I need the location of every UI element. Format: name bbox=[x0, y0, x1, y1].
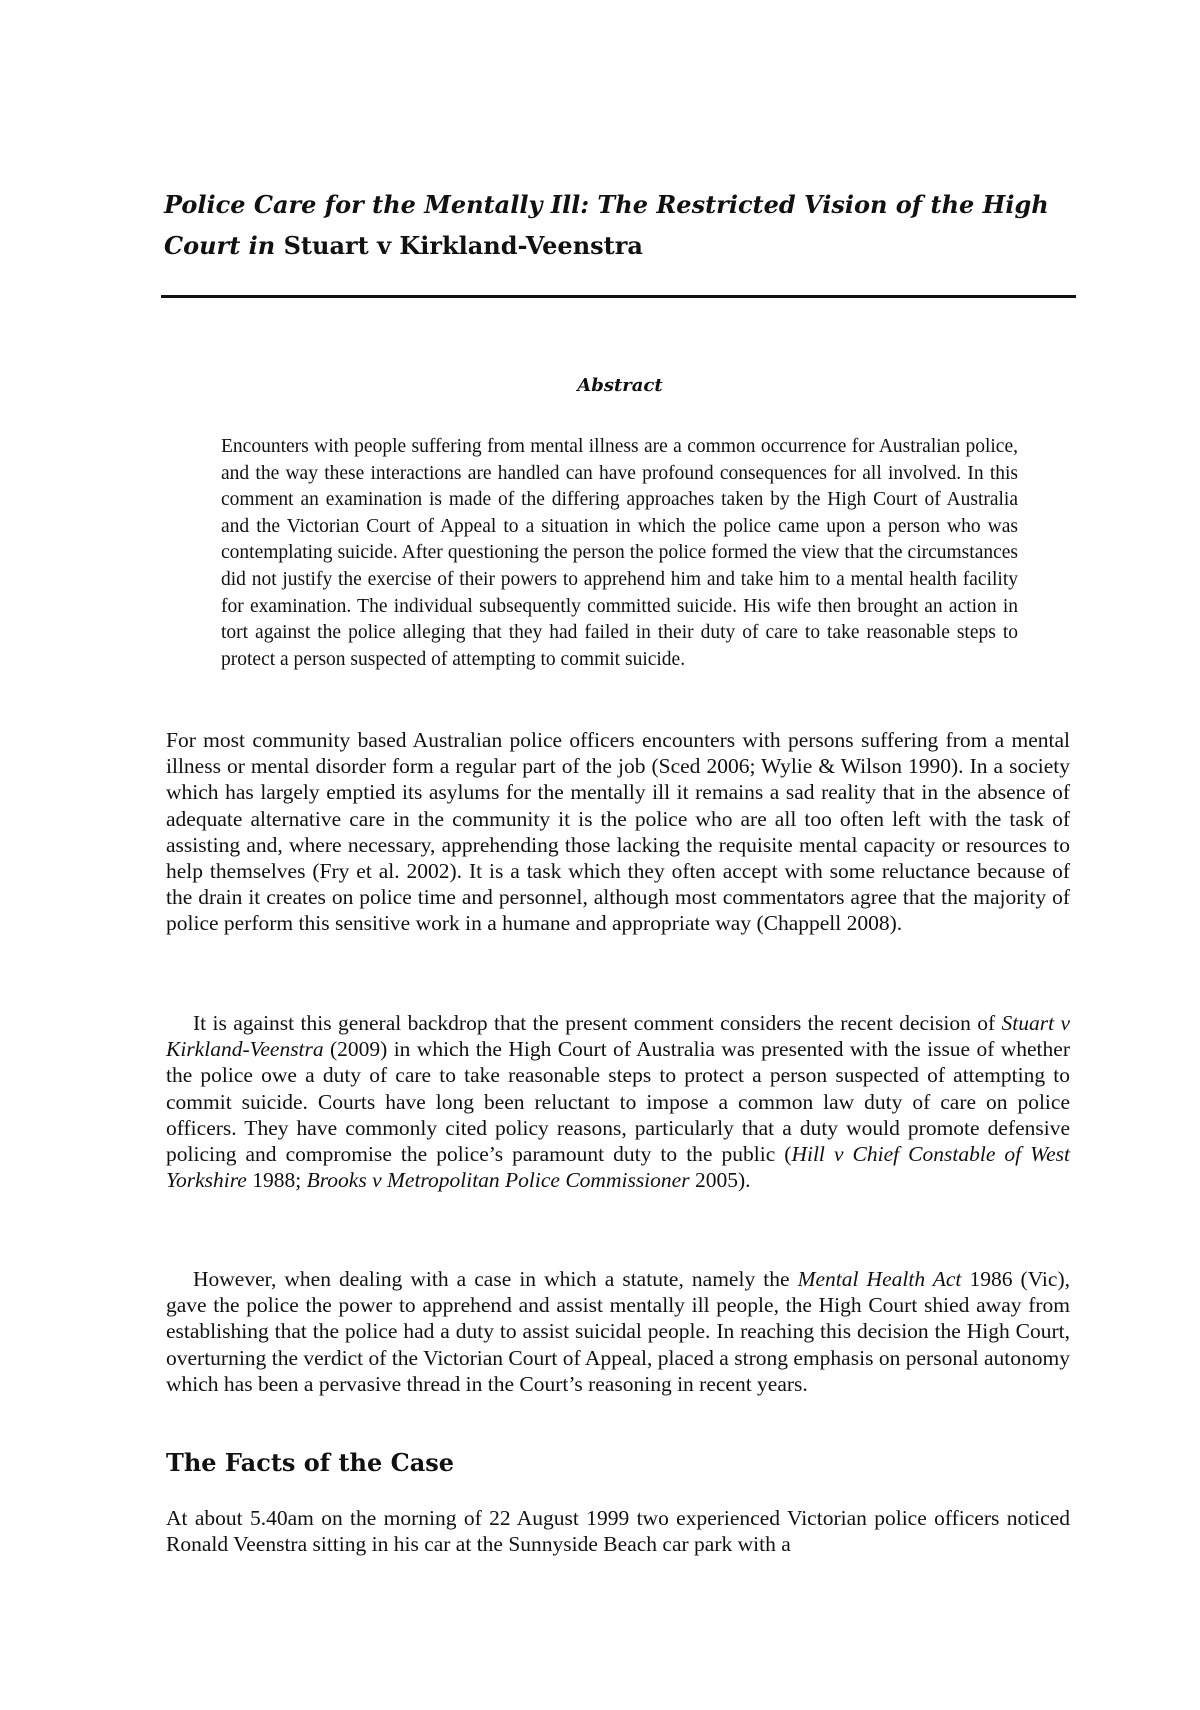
abstract-heading: Abstract bbox=[577, 375, 663, 396]
paragraph-3 bbox=[166, 1266, 1070, 1397]
paragraph-2 bbox=[166, 1010, 1070, 1193]
case-citation-hill: Hill v Chief Constable of West Yorkshire bbox=[166, 1142, 1070, 1193]
paragraph-4: At about 5.40am on the morning of 22 August 1999 two experienced Victorian police officers noticed Ronald Veenstra sitting in his car at the Sunnyside Beach car park with a bbox=[166, 1506, 1070, 1557]
paper-title bbox=[164, 184, 1084, 266]
section-heading: The Facts of the Case bbox=[166, 1448, 455, 1477]
case-citation-brooks: Brooks v Metropolitan Police Commissioner bbox=[306, 1168, 690, 1193]
paragraph-2-text-c: 1988; bbox=[246, 1168, 307, 1193]
paragraph-2-text-d: 2005). bbox=[689, 1168, 751, 1193]
case-citation-stuart: Stuart v Kirkland-Veenstra bbox=[166, 1011, 1071, 1062]
paragraph-2-text-a: It is against this general backdrop that the present comment considers the recent decision of bbox=[193, 1011, 1002, 1035]
paragraph-1: For most community based Australian police officers encounters with persons suffering from a mental illness or mental disorder form a regular part of the job (Sced 2006; Wylie & Wilson 1990). In a society which has largely emptied its asylums for the mentally ill it remains a sad reality that in the absence of adequate alternative care in the community it is the police who are all too often left with the task of assisting and, where necessary, apprehending those lacking the requisite mental capacity or resources to help themselves (Fry et al. 2002). It is a task which they often accept with some reluctance because of the drain it creates on police time and personnel, although most commentators agree that the majority of police perform this sensitive work in a humane and appropriate way (Chappell 2008). bbox=[166, 728, 1070, 936]
title-case-name: Stuart v Kirkland-Veenstra bbox=[275, 231, 643, 260]
statute-citation: Mental Health Act bbox=[797, 1267, 962, 1291]
paragraph-2-text-b: (2009) in which the High Court of Australia was presented with the issue of whether the police owe a duty of care to take reasonable steps to protect a person suspected of attempting to commit suicide. Courts have long been reluctant to impose a common law duty of care on police officers. They have commonly cited policy reasons, particularly that a duty would promote defensive policing and compromise the police’s paramount duty to the public ( bbox=[166, 1037, 1070, 1167]
title-divider bbox=[161, 295, 1076, 298]
paragraph-3-text-b: 1986 (Vic), gave the police the power to apprehend and assist mentally ill people, the High Court shied away from establishing that the police had a duty to assist suicidal people. In reaching this decision the High Court, overturning the verdict of the Victorian Court of Appeal, placed a strong emphasis on personal autonomy which has been a pervasive thread in the Court’s reasoning in recent years. bbox=[166, 1267, 1070, 1396]
abstract-text: Encounters with people suffering from mental illness are a common occurrence for Australian police, and the way these interactions are handled can have profound consequences for all involved. In this comment an examination is made of the differing approaches taken by the High Court of Australia and the Victorian Court of Appeal to a situation in which the police came upon a person who was contemplating suicide. After questioning the person the police formed the view that the circumstances did not justify the exercise of their powers to apprehend him and take him to a mental health facility for examination. The individual subsequently committed suicide. His wife then brought an action in tort against the police alleging that they had failed in their duty of care to take reasonable steps to protect a person suspected of attempting to commit suicide. bbox=[221, 436, 1018, 670]
title-italic-text: Police Care for the Mentally Ill: The Restricted Vision of the High Court in bbox=[164, 190, 1049, 260]
paragraph-3-text-a: However, when dealing with a case in which a statute, namely the bbox=[193, 1267, 798, 1291]
